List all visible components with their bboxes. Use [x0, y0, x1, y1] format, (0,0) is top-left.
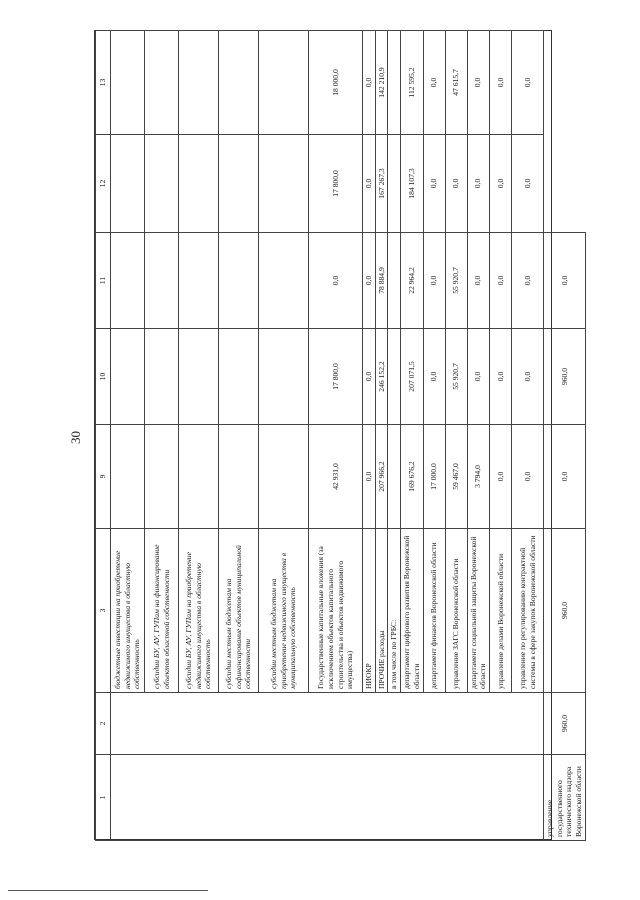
- column-1-cell: [111, 755, 544, 841]
- niokr-label: НИОКР: [363, 529, 376, 692]
- value-cell: 0,0: [490, 329, 512, 425]
- value-cell: [388, 329, 401, 425]
- value-cell: 22 964,2: [401, 233, 423, 329]
- value-cell: 0,0: [467, 329, 489, 425]
- value-bottom: 207 966,2: [376, 461, 386, 492]
- value-cell: 0,0: [490, 233, 512, 329]
- value-cell: [388, 135, 401, 233]
- value-cell: [179, 135, 219, 233]
- value-top: 0,0: [363, 233, 376, 328]
- column-header: 13: [96, 31, 111, 135]
- value-cell: 0,0: [512, 329, 544, 425]
- value-cell: [219, 135, 259, 233]
- column-header: 12: [96, 135, 111, 233]
- grbs-subheader: в том числе по ГРБС:: [388, 529, 401, 693]
- value-cell: 169 676,2: [401, 425, 423, 529]
- value-cell: 0,0: [544, 233, 586, 329]
- value-cell: 17 800,0: [309, 329, 363, 425]
- value-cell: 59 467,0: [445, 425, 467, 529]
- column-header: 2: [96, 693, 111, 755]
- value-cell: [111, 329, 145, 425]
- value-cell: [179, 233, 219, 329]
- value-cell: [219, 329, 259, 425]
- row-label: департамент финансов Воронежской области: [423, 529, 445, 693]
- value-top: 0,0: [363, 135, 376, 232]
- budget-table-frame: [94, 30, 584, 840]
- value-cell: 0,0: [544, 425, 586, 529]
- value-cell: [111, 233, 145, 329]
- column-header: 3: [96, 529, 111, 693]
- value-cell: 0,0: [512, 233, 544, 329]
- value-cell: 0,0: [512, 425, 544, 529]
- value-cell: [259, 31, 309, 135]
- row-label: Государственные капитальные вложения (за исключением объектов капитального строительства и объектов недвижимого имущества): [309, 529, 363, 693]
- value-cell: 0,0: [309, 233, 363, 329]
- value-cell: 0,0: [490, 425, 512, 529]
- value-cell: 207 071,5: [401, 329, 423, 425]
- value-cell: 0,0: [423, 233, 445, 329]
- value-cell: 0,0: [490, 31, 512, 135]
- value-cell: 0,0: [445, 135, 467, 233]
- value-cell: [179, 31, 219, 135]
- column-header: 10: [96, 329, 111, 425]
- column-number-row: [96, 31, 111, 841]
- value-cell: [145, 135, 179, 233]
- value-cell: [111, 135, 145, 233]
- value-cell: [111, 425, 145, 529]
- value-cell: [363, 425, 388, 529]
- value-cell: 0,0: [490, 135, 512, 233]
- value-cell: 0,0: [512, 31, 544, 135]
- row-label: бюджетные инвестиции на приобретение недвижимого имущества в областную собственность: [111, 529, 145, 693]
- budget-table: [95, 30, 586, 841]
- value-cell: 960,0: [544, 529, 586, 693]
- row-label: субсидии БУ, АУ, ГУПам на финансирование объектов областной собственности: [145, 529, 179, 693]
- value-cell: 18 000,0: [309, 31, 363, 135]
- page-number: 30: [68, 431, 83, 444]
- value-cell: [259, 425, 309, 529]
- value-cell: [259, 135, 309, 233]
- value-cell: 0,0: [467, 233, 489, 329]
- value-cell: 0,0: [423, 329, 445, 425]
- value-cell: 960,0: [544, 693, 586, 755]
- value-cell: [259, 233, 309, 329]
- row-label: субсидии БУ, АУ, ГУПам на приобретение недвижимого имущества в областную собственность: [179, 529, 219, 693]
- value-cell: [219, 31, 259, 135]
- column-header: 11: [96, 233, 111, 329]
- value-cell: 17 800,0: [309, 135, 363, 233]
- rotated-table-container: [95, 31, 584, 841]
- value-cell: [145, 329, 179, 425]
- row-label: департамент цифрового развития Воронежской области: [401, 529, 423, 693]
- row-label: департамент социальной защиты Воронежской области: [467, 529, 489, 693]
- row-label: субсидии местным бюджетам на софинансирование объектов муниципальной собственности: [219, 529, 259, 693]
- value-cell: 960,0: [544, 329, 586, 425]
- footer-divider: [8, 890, 208, 891]
- row-label: управление государственного технического надзора Воронежской области: [544, 755, 586, 841]
- value-cell: 42 931,0: [309, 425, 363, 529]
- value-cell: 47 615,7: [445, 31, 467, 135]
- value-cell: [145, 425, 179, 529]
- value-cell: [363, 233, 388, 329]
- value-cell: 184 107,3: [401, 135, 423, 233]
- value-cell: [363, 31, 388, 135]
- value-cell: [145, 31, 179, 135]
- value-cell: 0,0: [423, 31, 445, 135]
- value-cell: 112 595,2: [401, 31, 423, 135]
- row-label: субсидии местным бюджетам на приобретение недвижимого имущества в муниципальную собственность: [259, 529, 309, 693]
- value-cell: [219, 233, 259, 329]
- value-cell: 3 794,0: [467, 425, 489, 529]
- other-expenses-label: ПРОЧИЕ расходы: [376, 630, 386, 689]
- row-label: управление ЗАГС Воронежской области: [445, 529, 467, 693]
- value-cell: [179, 425, 219, 529]
- row-label: управление делами Воронежской области: [490, 529, 512, 693]
- table-row: [544, 31, 586, 841]
- value-cell: [388, 233, 401, 329]
- value-bottom: 167 267,3: [376, 168, 386, 199]
- value-cell: 0,0: [467, 135, 489, 233]
- value-cell: [179, 329, 219, 425]
- value-cell: [363, 135, 388, 233]
- value-cell: [388, 31, 401, 135]
- row-label: [363, 529, 388, 693]
- value-top: 0,0: [363, 31, 376, 134]
- value-cell: [111, 31, 145, 135]
- value-cell: 0,0: [423, 135, 445, 233]
- value-top: 0,0: [363, 425, 376, 528]
- table-row: [111, 31, 145, 841]
- value-cell: 0,0: [512, 135, 544, 233]
- column-2-cell: [111, 693, 544, 755]
- value-cell: [145, 233, 179, 329]
- value-cell: [219, 425, 259, 529]
- value-top: 0,0: [363, 329, 376, 424]
- value-cell: [363, 329, 388, 425]
- row-label: управление по регулированию контрактной системы в сфере закупок Воронежской области: [512, 529, 544, 693]
- value-bottom: 246 152,2: [376, 361, 386, 392]
- value-cell: [259, 329, 309, 425]
- column-header: 1: [96, 755, 111, 841]
- value-cell: 55 920,7: [445, 329, 467, 425]
- value-cell: [388, 425, 401, 529]
- value-bottom: 78 884,9: [376, 267, 386, 294]
- value-cell: 55 920,7: [445, 233, 467, 329]
- column-header: 9: [96, 425, 111, 529]
- value-cell: 17 000,0: [423, 425, 445, 529]
- value-cell: 0,0: [467, 31, 489, 135]
- value-bottom: 142 210,9: [376, 67, 386, 98]
